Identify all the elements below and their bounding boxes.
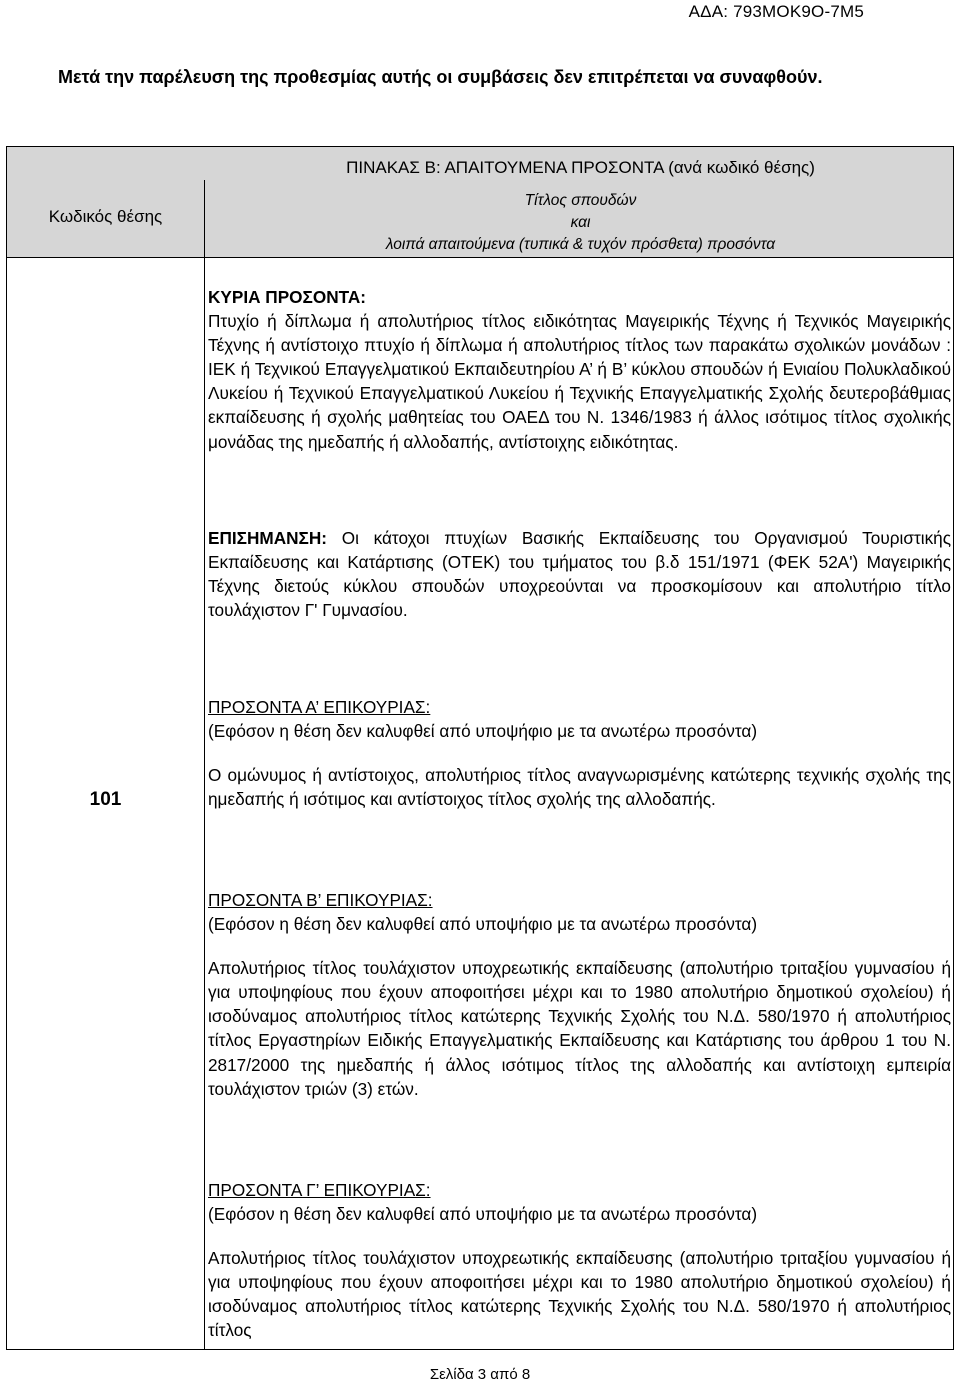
table-heading: ΠΙΝΑΚΑΣ Β: ΑΠΑΙΤΟΥΜΕΝΑ ΠΡΟΣΟΝΤΑ (ανά κωδικό θέσης): [346, 158, 815, 177]
table-header-divider: [6, 257, 954, 258]
table-border-right: [953, 147, 954, 1349]
aux-c-block: [208, 1178, 951, 1343]
main-qualifications-text: Πτυχίο ή δίπλωμα ή απολυτήριος τίτλος ειδικότητας Μαγειρικής Τέχνης ή Τεχνικός Μαγειρικής Τέχνης ή αντίστοιχο πτυχίο ή δίπλωμα ή απολυτήριος τίτλος των παρακάτω σχολικών μονάδων : ΙΕΚ ή Τεχνικού Επαγγελματικού Εκπαιδευτηρίου Α’ ή Β’ κύκλου σπουδών ή Ενιαίου Πολυκλαδικού Λυκείου ή Τεχνικού Επαγγελματικού Λυκείου ή Τεχνικής Επαγγελματικής Σχολής δευτεροβάθμιας εκπαίδευσης ή σχολής μαθητείας του ΟΑΕΔ του Ν. 1346/1983 ή άλλος ισότιμος τίτλος σχολικής μονάδας της ημεδαπής ή αλλοδαπής, αντίστοιχης ειδικότητας.: [208, 311, 951, 452]
aux-b-label: ΠΡΟΣΟΝΤΑ Β’ ΕΠΙΚΟΥΡΙΑΣ:: [208, 890, 433, 910]
position-code: 101: [89, 789, 122, 810]
aux-b-block: [208, 888, 951, 1101]
column-header-code: Κωδικός θέσης: [48, 207, 163, 226]
note-block: [208, 526, 951, 622]
main-qualifications-label: ΚΥΡΙΑ ΠΡΟΣΟΝΤΑ:: [208, 287, 367, 307]
table-column-divider: [204, 180, 205, 1349]
column-header-line: λοιπά απαιτούμενα (τυπικά & τυχόν πρόσθετα) προσόντα: [385, 236, 776, 253]
aux-b-condition: (Εφόσον η θέση δεν καλυφθεί από υποψήφιο με τα ανωτέρω προσόντα): [208, 914, 758, 935]
aux-a-text: Ο ομώνυμος ή αντίστοιχος, απολυτήριος τίτλος αναγνωρισμένης κατώτερης τεχνικής σχολής της ημεδαπής ή ισότιμος και αντίστοιχος τίτλος σχολής της αλλοδαπής.: [208, 765, 951, 810]
aux-b-text: Απολυτήριος τίτλος τουλάχιστον υποχρεωτικής εκπαίδευσης (απολυτήριο τριταξίου γυμνασίου ή για υποψηφίους που έχουν αποφοιτήσει μέχρι και το 1980 απολυτήριο δημοτικού σχολείου) ή ισοδύναμος απολυτήριος τίτλος κατώτερης Τεχνικής Σχολής του Ν.Δ. 580/1970 ή απολυτήριος τίτλος Εργαστηρίων Ειδικής Επαγγελματικής Εκπαίδευσης και Κατάρτισης του άρθρου 1 του Ν. 2817/2000 της ημεδαπής ή άλλος ισότιμος τίτλος της αλλοδαπής και αντίστοιχη εμπειρία τουλάχιστον τριών (3) ετών.: [208, 958, 951, 1099]
column-header-line: και: [570, 214, 591, 231]
aux-c-text: Απολυτήριος τίτλος τουλάχιστον υποχρεωτικής εκπαίδευσης (απολυτήριο τριταξίου γυμνασίου ή για υποψηφίους που έχουν αποφοιτήσει μέχρι και το 1980 απολυτήριο δημοτικού σχολείου) ή ισοδύναμος απολυτήριος τίτλος κατώτερης Τεχνικής Σχολής του Ν.Δ. 580/1970 ή απολυτήριος τίτλος: [208, 1248, 951, 1341]
aux-c-condition: (Εφόσον η θέση δεν καλυφθεί από υποψήφιο με τα ανωτέρω προσόντα): [208, 1204, 758, 1225]
note-text: Οι κάτοχοι πτυχίων Βασικής Εκπαίδευσης του Οργανισμού Τουριστικής Εκπαίδευσης και Κατάρτισης (ΟΤΕΚ) του τμήματος του β.δ 151/1971 (ΦΕΚ 52Α') Μαγειρικής Τέχνης διετούς κύκλου σπουδών υποχρεούνται να προσκομίσουν και απολυτήριο τίτλο τουλάχιστον Γ' Γυμνασίου.: [208, 528, 952, 621]
aux-c-label: ΠΡΟΣΟΝΤΑ Γ’ ΕΠΙΚΟΥΡΙΑΣ:: [208, 1180, 431, 1200]
page-number: Σελίδα 3 από 8: [429, 1366, 531, 1383]
aux-a-condition: (Εφόσον η θέση δεν καλυφθεί από υποψήφιο με τα ανωτέρω προσόντα): [208, 721, 758, 742]
note-paragraph: [208, 526, 951, 622]
table-border-top: [6, 146, 954, 147]
column-header-line: Τίτλος σπουδών: [524, 192, 637, 209]
ada-code: ΑΔΑ: 793ΜΟΚ9Ο-7Μ5: [688, 2, 864, 21]
aux-a-label: ΠΡΟΣΟΝΤΑ Α’ ΕΠΙΚΟΥΡΙΑΣ:: [208, 697, 431, 717]
aux-a-block: [208, 695, 951, 811]
column-header-qualifications: [208, 190, 953, 256]
table-border-left: [6, 147, 7, 1349]
table-border-bottom: [6, 1349, 954, 1350]
note-label: ΕΠΙΣΗΜΑΝΣΗ:: [208, 528, 327, 548]
main-qualifications: [208, 285, 951, 454]
intro-paragraph: Μετά την παρέλευση της προθεσμίας αυτής οι συμβάσεις δεν επιτρέπεται να συναφθούν.: [58, 67, 823, 87]
